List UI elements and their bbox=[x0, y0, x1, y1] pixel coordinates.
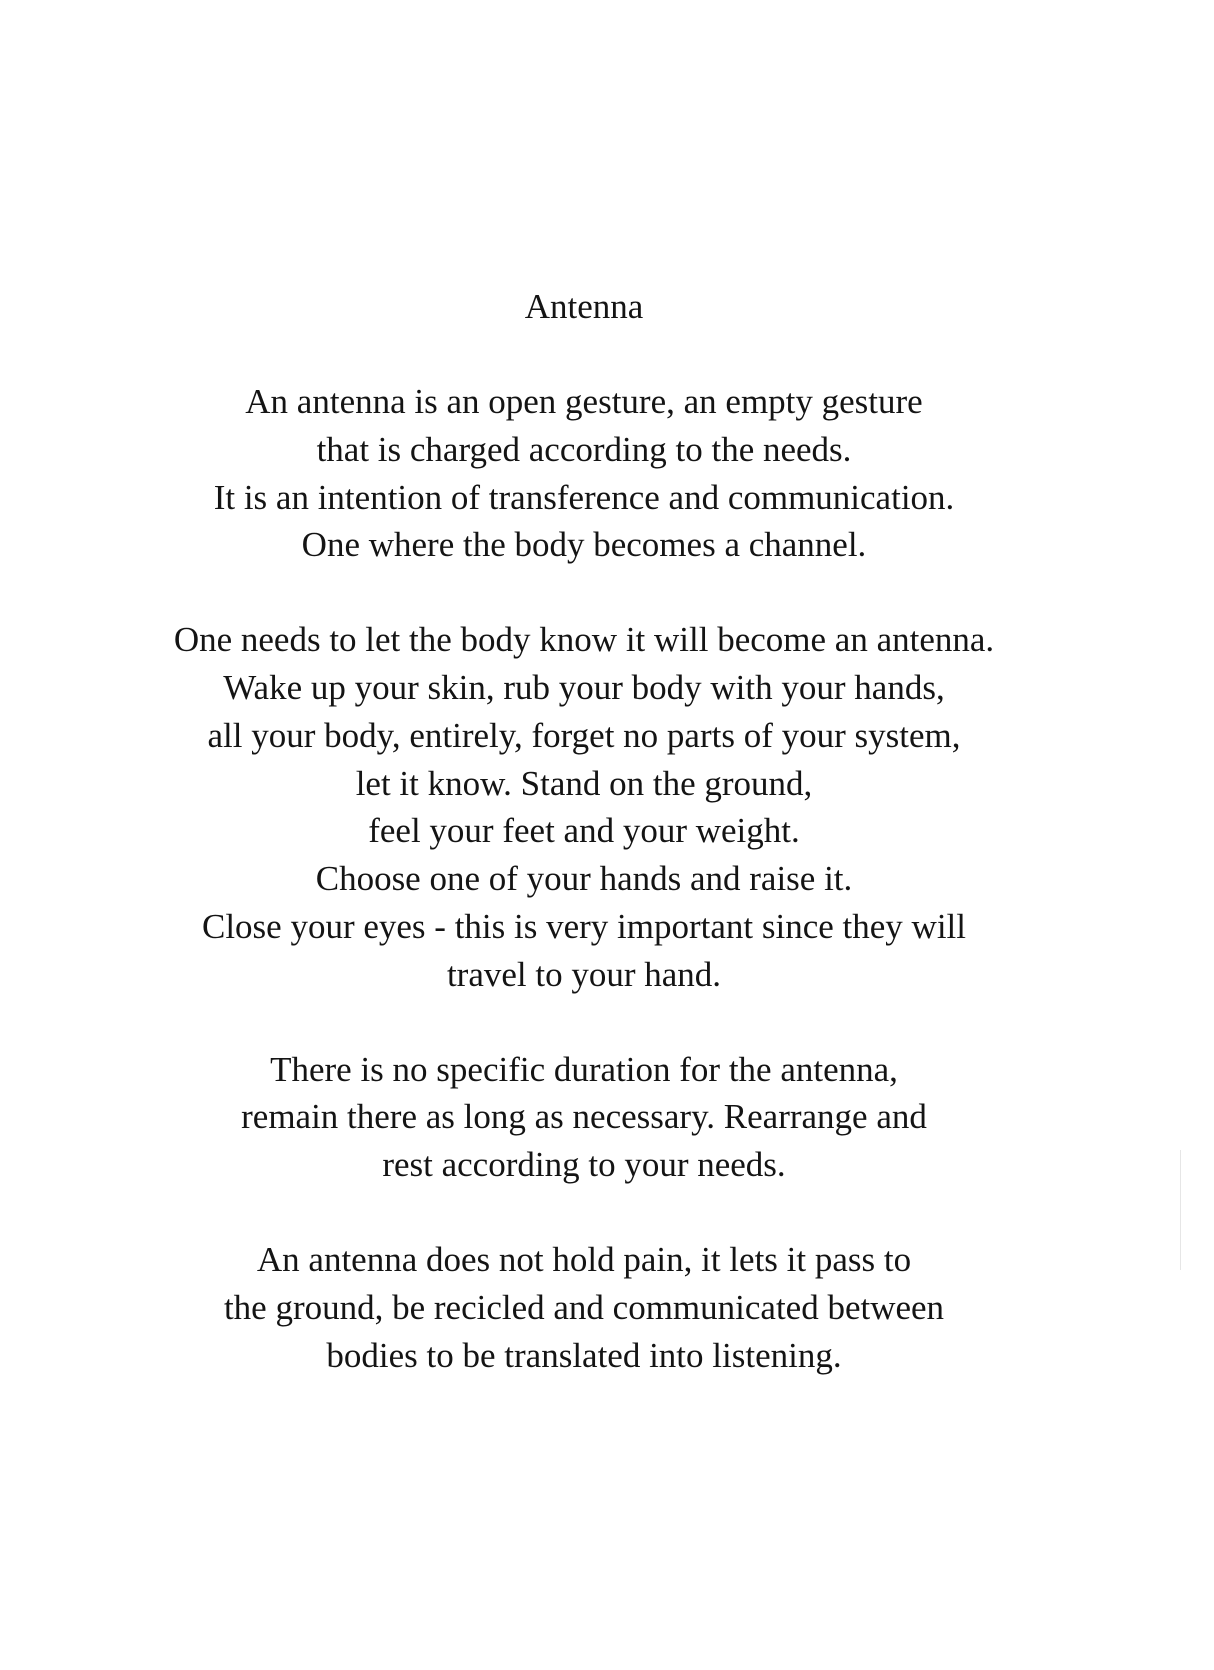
poem-line: An antenna does not hold pain, it lets it pass to bbox=[256, 1239, 912, 1279]
poem bbox=[0, 284, 1168, 1379]
poem-line: It is an intention of transference and communication. bbox=[213, 477, 955, 517]
poem-line: that is charged according to the needs. bbox=[316, 429, 852, 469]
stanza-2 bbox=[0, 616, 1168, 998]
poem-line: all your body, entirely, forget no parts of your system, bbox=[207, 715, 961, 755]
poem-line: remain there as long as necessary. Rearrange and bbox=[241, 1097, 927, 1137]
poem-line: travel to your hand. bbox=[446, 954, 722, 994]
poem-line: Choose one of your hands and raise it. bbox=[315, 859, 853, 899]
scan-edge-mark bbox=[1180, 1150, 1181, 1270]
stanza-4 bbox=[0, 1236, 1168, 1379]
poem-line: bodies to be translated into listening. bbox=[326, 1335, 842, 1375]
poem-line: Close your eyes - this is very important since they will bbox=[201, 906, 967, 946]
poem-line: rest according to your needs. bbox=[382, 1145, 786, 1185]
poem-title: Antenna bbox=[524, 287, 644, 326]
stanza-1 bbox=[0, 378, 1168, 569]
poem-line: One where the body becomes a channel. bbox=[301, 525, 867, 565]
poem-line: One needs to let the body know it will become an antenna. bbox=[173, 620, 995, 660]
poem-line: let it know. Stand on the ground, bbox=[355, 763, 813, 803]
poem-line: feel your feet and your weight. bbox=[368, 811, 800, 851]
poem-line: Wake up your skin, rub your body with your hands, bbox=[223, 667, 945, 707]
poem-line: the ground, be recicled and communicated between bbox=[223, 1287, 945, 1327]
poem-line: An antenna is an open gesture, an empty gesture bbox=[245, 382, 923, 421]
poem-line: There is no specific duration for the antenna, bbox=[270, 1049, 898, 1089]
stanza-3 bbox=[0, 1046, 1168, 1189]
